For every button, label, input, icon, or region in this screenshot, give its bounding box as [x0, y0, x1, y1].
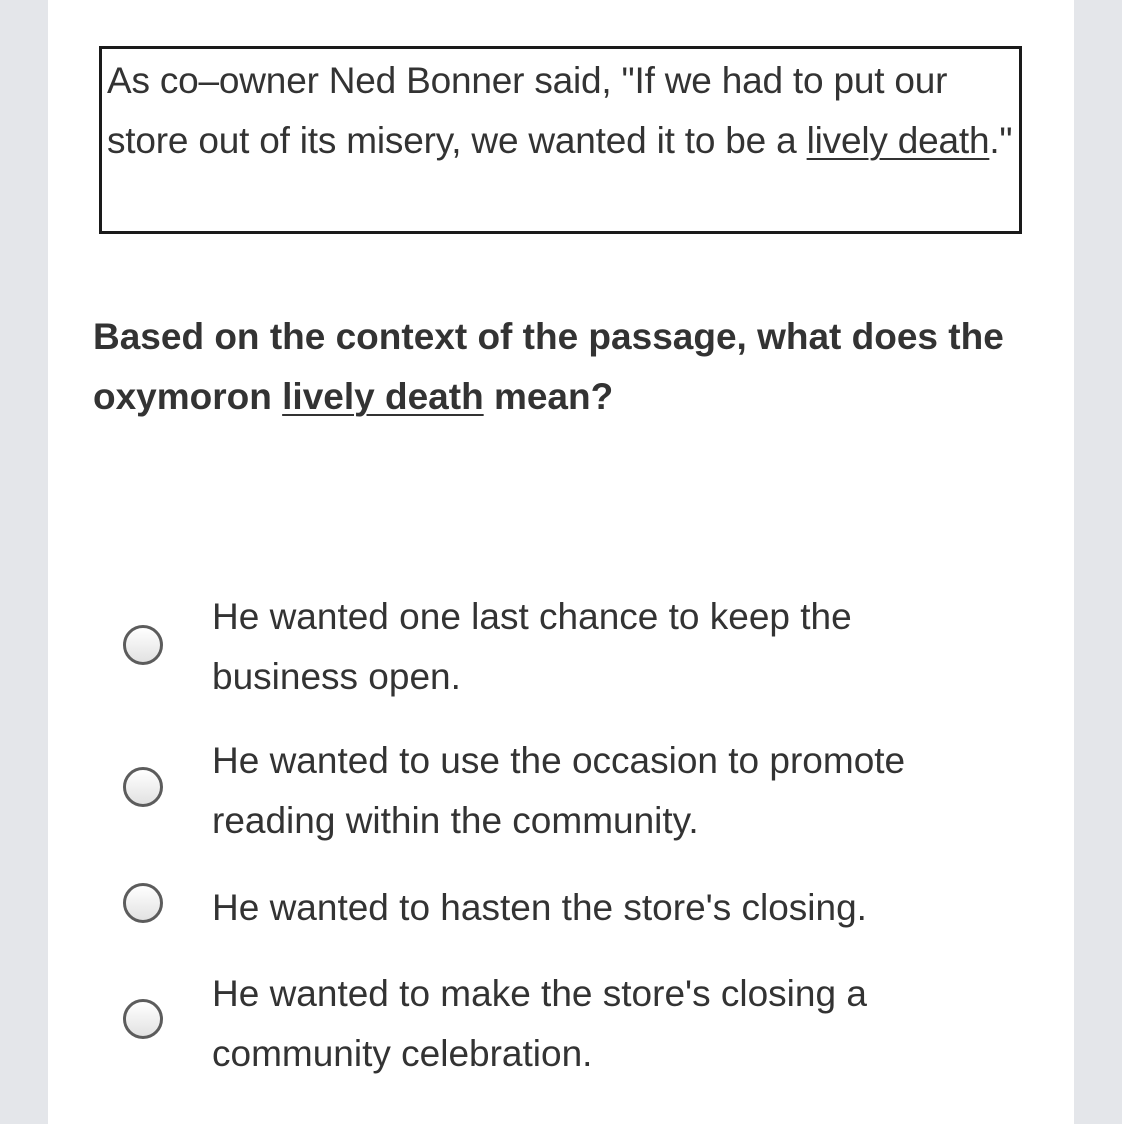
- answer-choice-2[interactable]: [48, 731, 1074, 851]
- passage-text: [107, 51, 1019, 171]
- passage-underlined-phrase: lively death: [806, 120, 990, 161]
- answer-choice-4[interactable]: [48, 964, 1074, 1084]
- choice-label: He wanted to use the occasion to promote reading within the community.: [212, 740, 906, 841]
- radio-button[interactable]: [123, 625, 163, 665]
- choice-label: He wanted to make the store's closing a community celebration.: [212, 973, 867, 1074]
- radio-button[interactable]: [123, 999, 163, 1039]
- question-underlined-phrase: lively death: [282, 376, 484, 417]
- passage-box: [99, 46, 1022, 234]
- question-text-start: Based on the context of the passage, what does the oxymoron: [93, 316, 1004, 417]
- answer-choice-3[interactable]: [48, 878, 1074, 938]
- radio-button[interactable]: [123, 883, 163, 923]
- answer-choice-1[interactable]: [48, 587, 1074, 707]
- radio-button[interactable]: [123, 767, 163, 807]
- question-text-end: mean?: [483, 376, 614, 417]
- question-page: [48, 0, 1074, 1124]
- question-prompt: [93, 307, 1013, 427]
- passage-text-end: .": [989, 120, 1013, 161]
- passage-text-start: As co–owner Ned Bonner said, "If we had to put our store out of its misery, we wanted it to be a: [107, 60, 948, 161]
- choice-label: He wanted one last chance to keep the business open.: [212, 596, 852, 697]
- choice-label: He wanted to hasten the store's closing.: [212, 887, 867, 928]
